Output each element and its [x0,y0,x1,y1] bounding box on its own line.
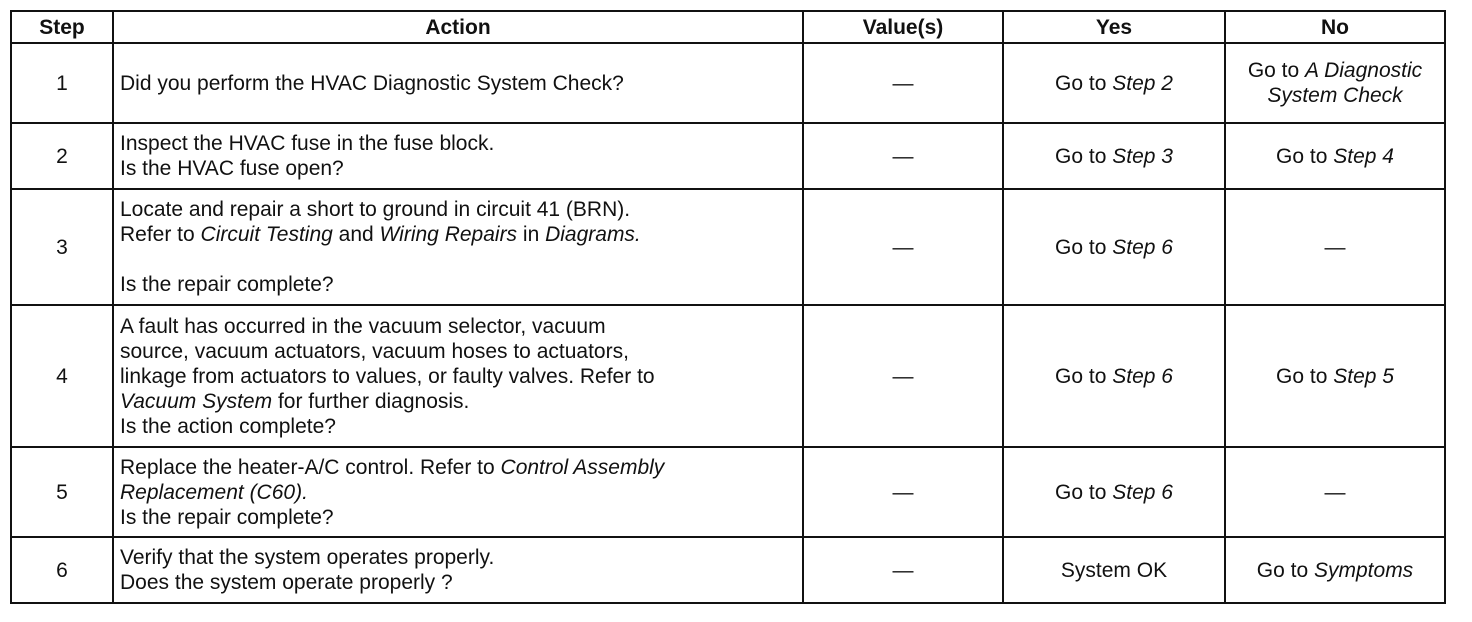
yes-prefix: Go to [1055,364,1113,388]
spacer [120,247,796,272]
header-values: Value(s) [803,11,1003,43]
step-number: 1 [11,43,113,123]
action-line: Did you perform the HVAC Diagnostic System Check? [120,71,624,95]
reference-vacuum-system: Vacuum System [120,389,273,413]
action-cell [113,189,803,305]
header-step: Step [11,11,113,43]
action-text: for further diagnosis. [272,389,470,413]
no-prefix: Go to [1276,364,1334,388]
yes-target: Step 2 [1112,71,1173,95]
table-row [11,43,1445,123]
yes-cell: System OK [1003,537,1225,603]
reference-diagrams: Diagrams. [545,223,641,246]
action-line [120,389,796,414]
action-cell [113,537,803,603]
action-cell [113,447,803,537]
action-text: Replace the heater-A/C control. Refer to [120,455,501,479]
yes-prefix: Go to [1055,480,1113,504]
table-row [11,537,1445,603]
no-cell [1225,123,1445,189]
action-cell [113,305,803,447]
table-row [11,123,1445,189]
action-question: Is the repair complete? [120,505,334,529]
no-target: Symptoms [1314,558,1414,582]
reference-wiring-repairs: Wiring Repairs [379,223,518,246]
action-line [120,222,796,247]
yes-cell [1003,43,1225,123]
step-number: 6 [11,537,113,603]
yes-target: Step 6 [1112,364,1173,388]
no-target: Step 5 [1333,364,1394,388]
value-cell: — [803,189,1003,305]
value-cell: — [803,123,1003,189]
action-line: A fault has occurred in the vacuum selector, vacuum [120,314,606,338]
no-target: A Diagnostic System Check [1267,59,1423,107]
no-cell [1225,305,1445,447]
header-no: No [1225,11,1445,43]
step-number: 2 [11,123,113,189]
yes-cell [1003,447,1225,537]
yes-target: Step 6 [1112,480,1173,504]
header-yes: Yes [1003,11,1225,43]
action-question: Is the action complete? [120,414,336,438]
no-cell [1225,43,1445,123]
step-number: 5 [11,447,113,537]
action-question: Is the HVAC fuse open? [120,157,344,180]
table-row [11,305,1445,447]
action-line [120,455,796,480]
action-question: Does the system operate properly ? [120,571,453,594]
action-line: Locate and repair a short to ground in circuit 41 (BRN). [120,198,631,221]
step-number: 4 [11,305,113,447]
value-cell: — [803,537,1003,603]
diagnostic-table [10,10,1446,604]
reference-control-assembly: Control Assembly [500,455,665,479]
no-prefix: Go to [1247,59,1306,82]
step-number: 3 [11,189,113,305]
header-row [11,11,1445,43]
reference-circuit-testing: Circuit Testing [200,223,333,246]
yes-cell [1003,123,1225,189]
value-cell: — [803,305,1003,447]
no-cell [1225,537,1445,603]
action-text: in [517,223,546,246]
no-prefix: Go to [1276,144,1334,168]
yes-prefix: Go to [1055,144,1113,168]
action-cell [113,123,803,189]
yes-cell [1003,305,1225,447]
reference-replacement: Replacement (C60). [120,480,308,504]
yes-target: Step 3 [1112,144,1173,168]
action-line: Verify that the system operates properly. [120,546,495,569]
yes-prefix: Go to [1055,71,1113,95]
no-target: Step 4 [1333,144,1394,168]
no-cell: — [1225,189,1445,305]
action-cell [113,43,803,123]
no-cell: — [1225,447,1445,537]
action-line: source, vacuum actuators, vacuum hoses to actuators, [120,339,629,363]
action-line: Inspect the HVAC fuse in the fuse block. [120,132,495,155]
action-text: and [332,223,380,246]
yes-cell [1003,189,1225,305]
action-line: linkage from actuators to values, or faulty valves. Refer to [120,364,655,388]
value-cell: — [803,447,1003,537]
yes-target: Step 6 [1112,235,1173,259]
no-prefix: Go to [1256,558,1314,582]
table-row [11,189,1445,305]
action-question: Is the repair complete? [120,273,334,296]
header-action: Action [113,11,803,43]
value-cell: — [803,43,1003,123]
action-text: Refer to [120,223,201,246]
yes-prefix: Go to [1055,235,1113,259]
table-row [11,447,1445,537]
